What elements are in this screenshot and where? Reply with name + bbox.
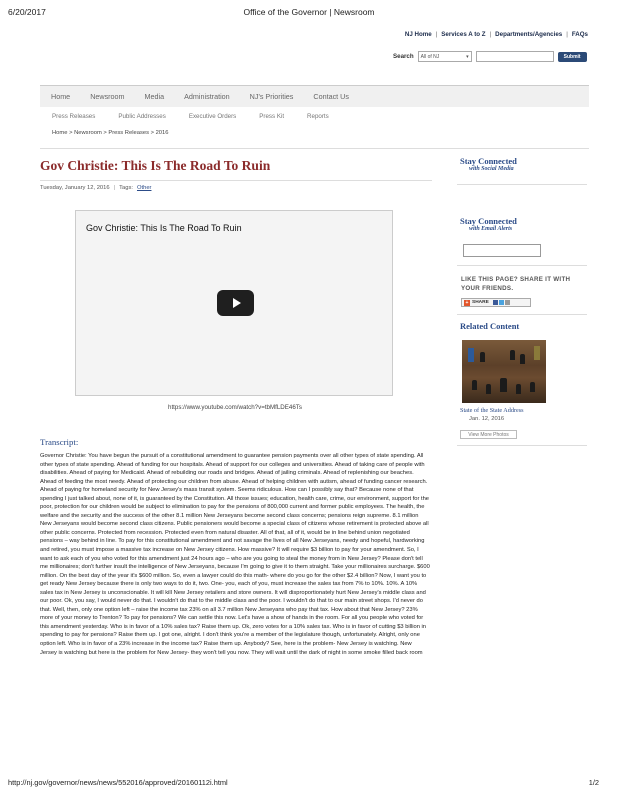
utility-separator: | — [566, 31, 568, 38]
email-alert-input[interactable] — [463, 244, 541, 257]
stay-connected-sub: with Social Media — [469, 166, 514, 172]
utility-separator: | — [435, 31, 438, 38]
share-prompt: LIKE THIS PAGE? SHARE IT WITH YOUR FRIENDS. — [461, 276, 571, 292]
related-content-heading: Related Content — [460, 321, 520, 331]
divider — [40, 180, 432, 181]
related-date: Jan. 12, 2016 — [469, 416, 505, 422]
figure-shape — [480, 352, 485, 362]
divider — [457, 445, 587, 446]
figure-shape — [516, 384, 521, 394]
utility-link-services[interactable]: Services A to Z — [441, 31, 486, 38]
figure-shape — [520, 354, 525, 364]
social-icons — [493, 300, 510, 305]
figure-shape — [500, 378, 507, 392]
share-button[interactable] — [461, 298, 531, 307]
related-caption[interactable]: State of the State Address — [460, 407, 524, 414]
subnav-press-releases[interactable]: Press Releases — [52, 113, 96, 120]
article-title: Gov Christie: This Is The Road To Ruin — [40, 158, 271, 173]
nav-priorities[interactable]: NJ's Priorities — [249, 92, 294, 101]
video-player[interactable] — [75, 210, 393, 396]
search-scope-value: All of NJ — [420, 53, 440, 60]
figure-shape — [486, 384, 491, 394]
sub-nav — [52, 113, 329, 120]
print-page-number: 1/2 — [588, 778, 599, 787]
stay-connected-title: Stay Connected — [460, 216, 517, 226]
related-photo-thumbnail[interactable] — [462, 340, 546, 403]
nav-newsroom[interactable]: Newsroom — [90, 92, 125, 101]
meta-separator: | — [113, 185, 116, 191]
search-input[interactable] — [476, 51, 554, 62]
figure-shape — [510, 350, 515, 360]
article-meta — [40, 185, 151, 191]
search-scope-select[interactable] — [418, 51, 472, 62]
play-button[interactable] — [217, 290, 254, 316]
flag-shape — [468, 348, 474, 362]
divider — [40, 148, 589, 149]
chevron-down-icon: ▾ — [466, 53, 469, 60]
search-label: Search — [393, 53, 414, 60]
figure-shape — [472, 380, 477, 390]
video-url[interactable]: https://www.youtube.com/watch?v=tbMfLDE46Ts — [168, 404, 302, 411]
flag-shape — [534, 346, 540, 360]
tag-link[interactable]: Other — [136, 185, 152, 191]
plus-icon: + — [465, 299, 469, 306]
subnav-reports[interactable]: Reports — [307, 113, 329, 120]
article-date: Tuesday, January 12, 2016 — [40, 185, 110, 191]
transcript-heading: Transcript: — [40, 437, 79, 447]
main-nav — [40, 85, 589, 107]
nav-media[interactable]: Media — [144, 92, 165, 101]
video-title[interactable]: Gov Christie: This Is The Road To Ruin — [86, 223, 242, 233]
stay-connected-email[interactable] — [460, 216, 517, 232]
divider — [457, 265, 587, 266]
utility-link-faqs[interactable]: FAQs — [571, 31, 588, 38]
subnav-executive-orders[interactable]: Executive Orders — [188, 113, 237, 120]
utility-link-departments[interactable]: Departments/Agencies — [495, 31, 563, 38]
stay-connected-sub: with Email Alerts — [469, 226, 513, 232]
search-bar — [393, 50, 589, 63]
print-page-title: Office of the Governor | Newsroom — [243, 7, 375, 17]
transcript-body: Governor Christie: You have begun the pursuit of a constitutional amendment to guarantee pension payments over all other types of state spending. All other types of state spending. Ahead of funding for our hospitals. Ahead of support for our colleges and universities. Ahead of taking care of people with disabilities. Ahead of paying for Medicaid. Ahead of rebuilding our roads and bridges. Ahead of jailing criminals. Ahead of replenishing our beaches. Ahead of feeding the most needy. Ahead of protecting our children from abuse. Ahead of helping children with autism, ahead of funding cancer research. Ahead of paying for homeland security for New Jersey's mass transit system. Seems ridiculous. How can I possibly say that? Because none of that spending I just talked about, none of it, is guaranteed by the Constitution. All those issues; education, health care, crime, our environment, support for the poor, protection for our children would be subject to elimination to pay for the pensions of 800,000 current and former public employees. The health, the welfare and the security and the success of the other 8.1 million New Jerseyans become second class concerns; pensions reign supreme. 8.1 million New Jerseyans would become second class citizens. Public pensioners would become a special class of citizens whose retirement is protected above all other public concerns. Protected from recession. Protected even from natural disaster. All of that, all of it, would be in line behind union negotiated pensions – way behind in line. To pay for this constitutional amendment and not savage the lives of all New Jerseyans, needy and hopeful, hardworking and retired, you must impose a massive tax increase on New Jersey citizens. How massive? It will require $3 billion to pay for your amendment. So, I want to ask each of you who voted for this amendment just 24 hours ago – who are you going to steal the money from in New Jersey? Please don't tell me millionaires; don't further insult the intelligence of New Jerseyans, because I'm going to give it to them straight. Take your millionaires surcharge. $600 million. On the best day of the year it's $600 million. So, even a lawyer could do this math- where do you go for the other $2.4 billion? Now, I want you to get ready New Jersey because there is only two ways to do it, two. One- you, each of you, must increase the sales tax from 7% to 10%. 10%. A 10% sales tax in New Jersey is unconscionable. It will kill New Jersey retailers and store owners. It will disproportionately hurt New Jersey's middle class and our poor. Ok, you say, I would never do that. I wouldn't do that to the middle class and the poor. I wouldn't do that to our main street shops. I'd never do that. Well, then, only one option left – raise the income tax 23% on all 3.7 million New Jerseyans who pay that tax. How about that New Jersey? 23% more of your money to Trenton? To pay for pensions? We can settle this now. Let's have a show of hands in the room. For all you people who voted for this amendment yesterday. Who is in favor of a 10% sales tax? Raise them up. Ok, zero votes for a 10% sales tax. Who is in favor of cutting $3 billion in spending to pay for pensions? Raise them up. I got one, alright. I don't think you're a member of the legislature though, unfortunately. Alright, only one option left. Who is in favor of a 23% increase in the income tax? Raise them up. Anybody? See, here is the problem- New Jersey is watching. New Jersey is watching but here is the problem for New Jersey- they won't tell you now. They will wait until the dark of night in some smoke filled back room — [40, 453, 430, 656]
facebook-icon — [493, 300, 498, 305]
breadcrumb[interactable]: Home > Newsroom > Press Releases > 2016 — [52, 130, 169, 136]
share-label: SHARE — [472, 300, 489, 305]
view-more-photos-button[interactable]: View More Photos — [460, 430, 517, 439]
print-date: 6/20/2017 — [8, 7, 46, 17]
nav-administration[interactable]: Administration — [184, 92, 230, 101]
twitter-icon — [499, 300, 504, 305]
email-icon — [505, 300, 510, 305]
stay-connected-title: Stay Connected — [460, 156, 517, 166]
nav-home[interactable]: Home — [51, 92, 71, 101]
subnav-public-addresses[interactable]: Public Addresses — [118, 113, 166, 120]
stay-connected-social[interactable] — [460, 156, 517, 172]
utility-nav — [405, 31, 588, 38]
utility-separator: | — [489, 31, 492, 38]
nav-contact[interactable]: Contact Us — [313, 92, 349, 101]
search-submit-button[interactable]: Submit — [558, 52, 587, 62]
divider — [457, 184, 587, 185]
subnav-press-kit[interactable]: Press Kit — [259, 113, 285, 120]
print-footer-url: http://nj.gov/governor/news/news/552016/approved/20160112i.html — [8, 778, 228, 787]
figure-shape — [530, 382, 535, 392]
play-icon — [230, 297, 242, 309]
tags-label: Tags: — [119, 185, 133, 191]
utility-link-nj-home[interactable]: NJ Home — [404, 31, 432, 38]
divider — [457, 314, 587, 315]
